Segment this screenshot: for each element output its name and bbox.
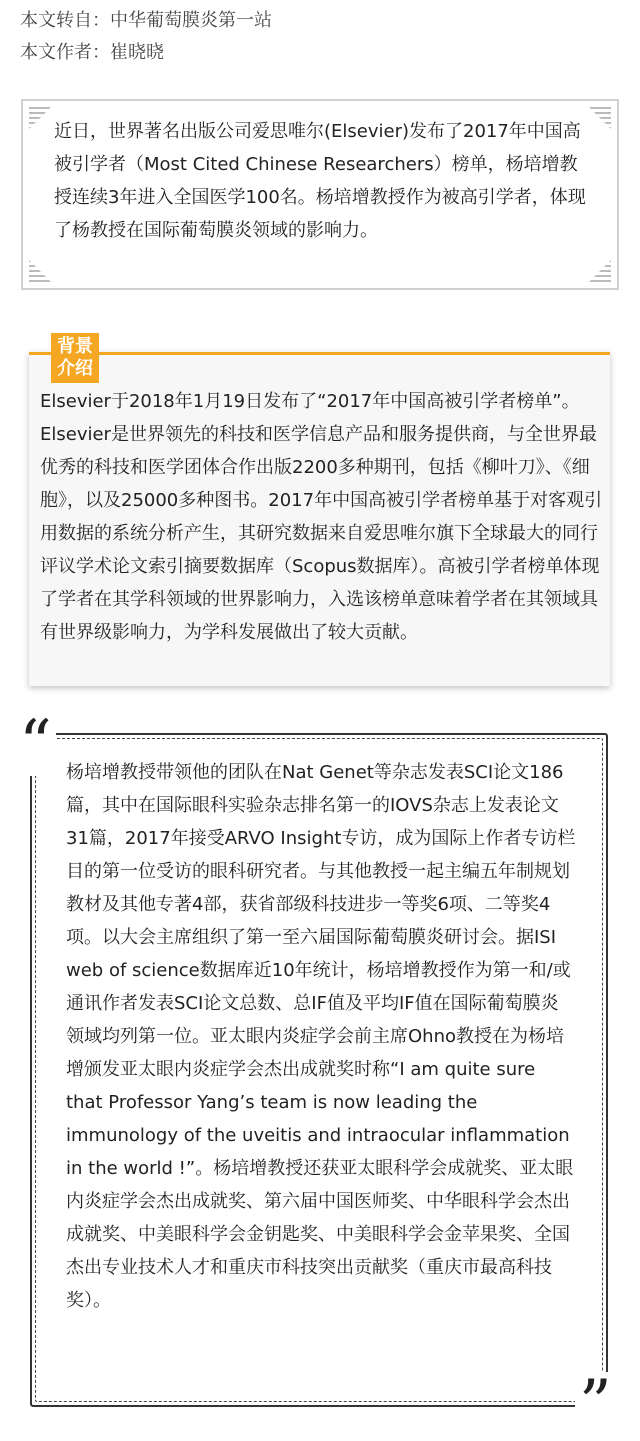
article-author-line: 本文作者：崔晓晓 bbox=[20, 42, 164, 63]
intro-paragraph: 近日，世界著名出版公司爱思唯尔(Elsevier)发布了2017年中国高被引学者（Most Cited Chinese Researchers）榜单，杨培增教授连续3年进入全国医学100名。杨培增教授作为被高引学者，体现了杨教授在国际葡萄膜炎领域的影响力。 bbox=[54, 121, 586, 241]
corner-decoration-icon bbox=[589, 260, 611, 282]
intro-box bbox=[21, 99, 619, 290]
background-paragraph: Elsevier于2018年1月19日发布了“2017年中国高被引学者榜单”。 Elsevier是世界领先的科技和医学信息产品和服务提供商，与全世界最优秀的科技和医学团体合作出版2200多种期刊，包括《柳叶刀》、《细胞》，以及25000多种图书。2017年中国高被引学者榜单基于对客观引用数据的系统分析产生，其研究数据来自爱思唯尔旗下全球最大的同行评议学术论文索引摘要数据库（Scopus数据库）。高被引学者榜单体现了学者在其学科领域的世界影响力，入选该榜单意味着学者在其领域具有世界级影响力，为学科发展做出了较大贡献。 bbox=[40, 391, 603, 643]
open-quote-icon: “ bbox=[15, 712, 56, 776]
article-source-line: 本文转自：中华葡萄膜炎第一站 bbox=[20, 10, 272, 31]
background-badge: 背景介绍 bbox=[51, 333, 99, 383]
close-quote-icon: ” bbox=[575, 1372, 616, 1436]
corner-decoration-icon bbox=[29, 260, 51, 282]
corner-decoration-icon bbox=[29, 107, 51, 129]
quote-paragraph: 杨培增教授带领他的团队在Nat Genet等杂志发表SCI论文186篇，其中在国际眼科实验杂志排名第一的IOVS杂志上发表论文31篇，2017年接受ARVO Insight专访，成为国际上作者专访栏目的第一位受访的眼科研究者。与其他教授一起主编五年制规划教材及其他专著4部，获省部级科技进步一等奖6项、二等奖4项。以大会主席组织了第一至六届国际葡萄膜炎研讨会。据ISI web of science数据库近10年统计，杨培增教授作为第一和/或通讯作者发表SCI论文总数、总IF值及平均IF值在国际葡萄膜炎领域均列第一位。亚太眼内炎症学会前主席Ohno教授在为杨培增颁发亚太眼内炎症学会杰出成就奖时称“I am quite sure that Professor Yang’s team is now leading the immunology of the uveitis and intraocular inflammation in the world !”。杨培增教授还获亚太眼科学会成就奖、亚太眼内炎症学会杰出成就奖、第六届中国医师奖、中华眼科学会杰出成就奖、中美眼科学会金钥匙奖、中美眼科学会金苹果奖、全国杰出专业技术人才和重庆市科技突出贡献奖（重庆市最高科技奖）。 bbox=[66, 762, 576, 1311]
